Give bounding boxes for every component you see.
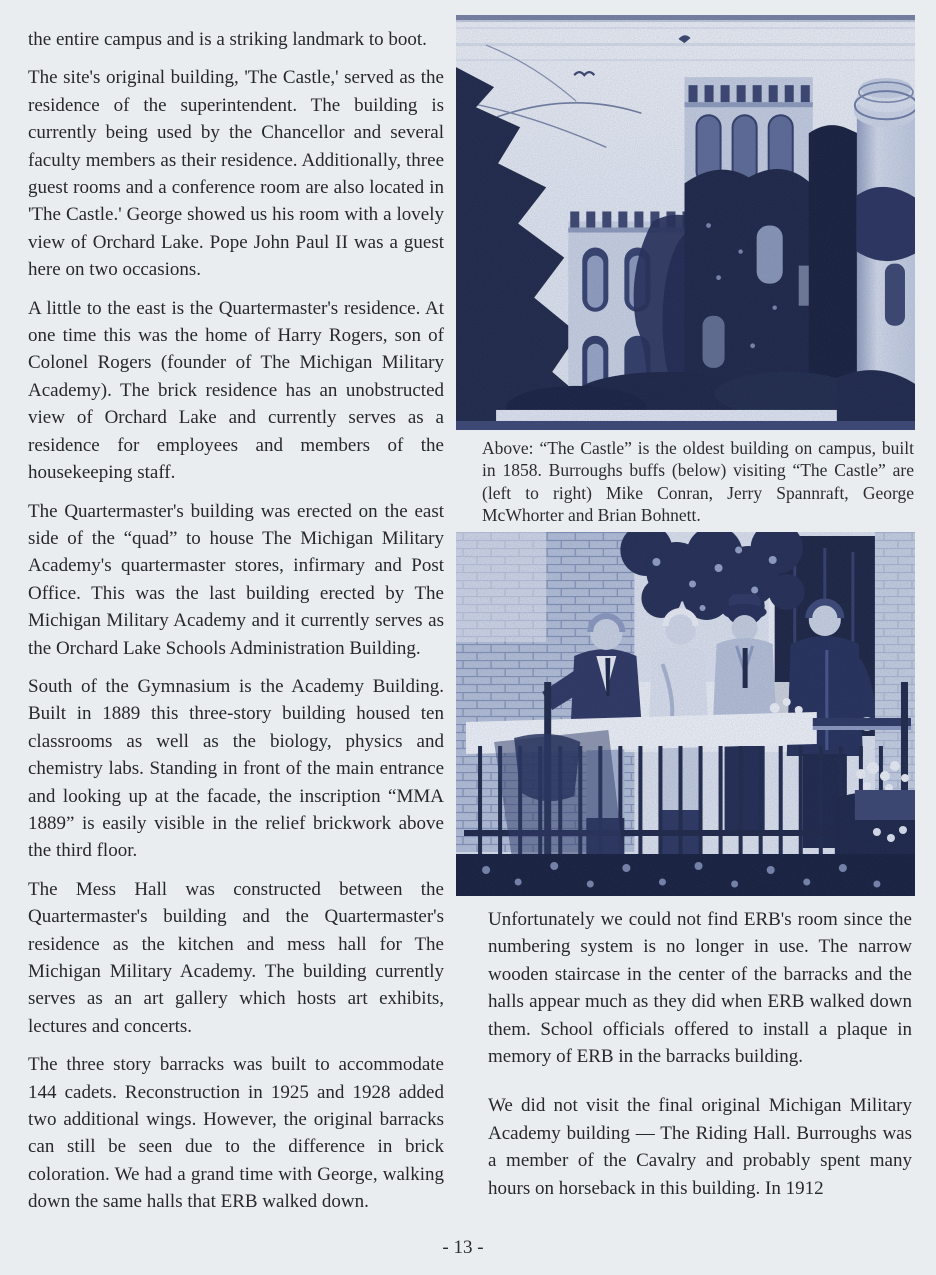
- right-text-column: [488, 906, 912, 1224]
- paragraph-barracks: The three story barracks was built to accommodate 144 cadets. Reconstruction in 1925 and 1928 added two additional wings. However, the original barracks can still be seen due to the difference in brick coloration. We had a grand time with George, walking down the same halls that ERB walked down.: [28, 1054, 444, 1213]
- group-photo: [456, 532, 915, 896]
- paragraph-riding-hall: We did not visit the final original Michigan Military Academy building — The Riding Hall. Burroughs was a member of the Cavalry and probably spent many hours on horseback in this building. In 1912: [488, 1095, 912, 1199]
- paragraph-academy-building: South of the Gymnasium is the Academy Building. Built in 1889 this three-story building housed ten classrooms as well as the biology, physics and chemistry labs. Standing in front of the main entrance and looking up at the facade, the inscription “MMA 1889” is easily visible in the relief brickwork above the third floor.: [28, 675, 444, 862]
- paragraph-campus-landmark: the entire campus and is a striking landmark to boot.: [28, 29, 427, 50]
- paragraph-the-castle: The site's original building, 'The Castle,' served as the residence of the superintendent. The building is currently being used by the Chancellor and several faculty members as their residence. Additionally, three guest rooms and a conference room are also located in 'The Castle.' George showed us his room with a lovely view of Orchard Lake. Pope John Paul II was a guest here on two occasions.: [28, 67, 444, 281]
- page-number: - 13 -: [442, 1237, 484, 1258]
- left-text-column: [28, 26, 444, 1227]
- castle-photo-caption: Above: “The Castle” is the oldest building on campus, built in 1858. Burroughs buffs (below) visiting “The Castle” are (left to right) Mike Conran, Jerry Spannraft, George McWhorter and Brian Bohnett.: [482, 438, 914, 526]
- paragraph-quartermasters-residence: A little to the east is the Quartermaster's residence. At one time this was the home of Harry Rogers, son of Colonel Rogers (founder of The Michigan Military Academy). The brick residence has an unobstructed view of Orchard Lake and currently serves as a residence for employees and members of the housekeeping staff.: [28, 297, 444, 484]
- paragraph-erb-room: Unfortunately we could not find ERB's room since the numbering system is no longer in use. The narrow wooden staircase in the center of the barracks and the halls appear much as they did when ERB walked down them. School officials offered to install a plaque in memory of ERB in the barracks building.: [488, 909, 912, 1068]
- paragraph-mess-hall: The Mess Hall was constructed between the Quartermaster's building and the Quartermaster's residence as the kitchen and mess hall for The Michigan Military Academy. The building currently serves as an art gallery which hosts art exhibits, lectures and concerts.: [28, 878, 444, 1037]
- paragraph-quartermasters-building: The Quartermaster's building was erected on the east side of the “quad” to house The Michigan Military Academy's quartermaster stores, infirmary and Post Office. This was the last building erected by The Michigan Military Academy and it currently serves as the Orchard Lake Schools Administration Building.: [28, 500, 444, 659]
- castle-photo: [456, 15, 915, 430]
